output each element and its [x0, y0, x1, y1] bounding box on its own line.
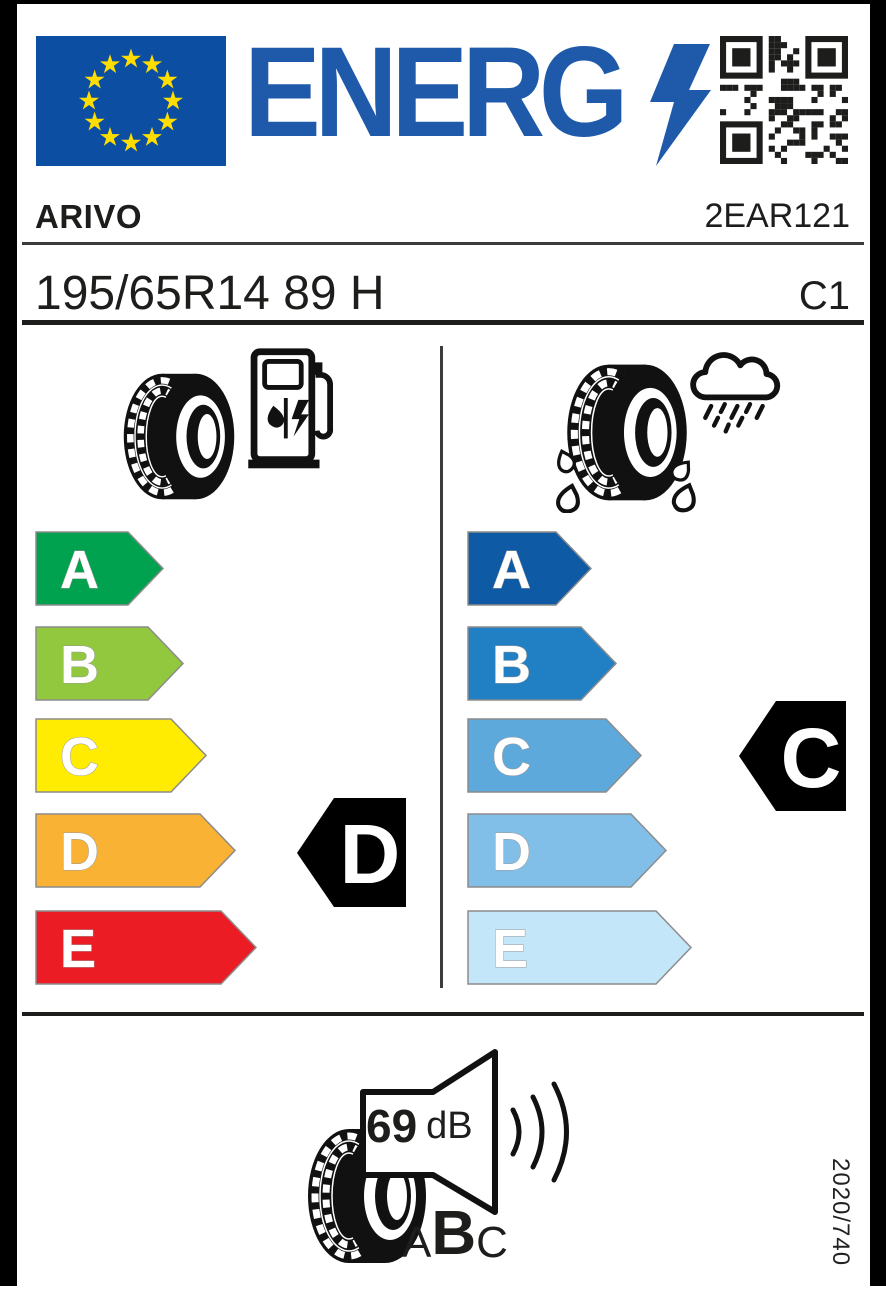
wet-arrow-a — [467, 531, 593, 606]
wet-grip-rating-letter: C — [780, 711, 842, 805]
fuel-rating-letter: D — [339, 807, 401, 901]
svg-text:D: D — [60, 822, 99, 882]
svg-text:C: C — [60, 727, 99, 787]
lightning-bolt-icon — [648, 44, 718, 166]
fuel-arrow-a — [35, 531, 165, 606]
vehicle-class: C1 — [798, 274, 850, 318]
regulation-number: 2020/740 — [827, 1158, 854, 1267]
wet-grip-scale — [467, 531, 707, 986]
svg-text:A: A — [492, 540, 531, 600]
qr-code — [720, 36, 848, 164]
model-code: 2EAR121 — [704, 197, 850, 235]
fuel-efficiency-scale — [35, 531, 275, 986]
center-divider — [440, 346, 443, 988]
fuel-rating-indicator — [296, 797, 408, 909]
svg-text:C: C — [492, 727, 531, 787]
noise-level — [366, 1098, 496, 1154]
svg-text:E: E — [60, 919, 97, 979]
label-border-top — [0, 0, 886, 4]
svg-text:D: D — [492, 822, 531, 882]
wet-arrow-b — [467, 626, 618, 701]
fuel-arrow-c — [35, 718, 208, 793]
sound-waves-icon — [513, 1084, 567, 1180]
wet-arrow-c — [467, 718, 643, 793]
svg-text:A: A — [60, 540, 99, 600]
divider-line — [22, 1012, 864, 1016]
fuel-arrow-e — [35, 910, 258, 985]
wet-arrow-d — [467, 813, 668, 888]
divider-line — [22, 242, 864, 245]
tyre-icon — [120, 362, 238, 512]
eu-flag-icon — [36, 36, 226, 166]
noise-unit: dB — [426, 1104, 473, 1147]
fuel-arrow-d — [35, 813, 237, 888]
eu-flag-stars — [36, 36, 226, 166]
svg-text:B: B — [60, 635, 99, 695]
svg-text:E: E — [492, 919, 529, 979]
fuel-pump-icon — [248, 346, 340, 476]
fuel-arrow-b — [35, 626, 185, 701]
energ-logo: ENERG — [244, 21, 623, 164]
label-border-right — [870, 0, 886, 1286]
tyre-size: 195/65R14 89 H — [35, 267, 385, 320]
divider-line — [22, 320, 864, 325]
noise-class-scale — [402, 1198, 532, 1269]
brand-name: ARIVO — [35, 198, 143, 235]
svg-text:B: B — [492, 635, 531, 695]
rain-cloud-icon — [682, 344, 784, 442]
wet-grip-rating-indicator — [738, 700, 848, 813]
tyre-icon — [567, 365, 687, 501]
wet-arrow-e — [467, 910, 693, 985]
noise-value: 69 — [366, 1100, 418, 1152]
noise-class-c: C — [476, 1218, 508, 1268]
noise-class-a: A — [402, 1218, 432, 1268]
tyre-icon — [124, 374, 235, 499]
label-border-left — [0, 0, 17, 1286]
noise-class-b: B — [431, 1199, 477, 1269]
